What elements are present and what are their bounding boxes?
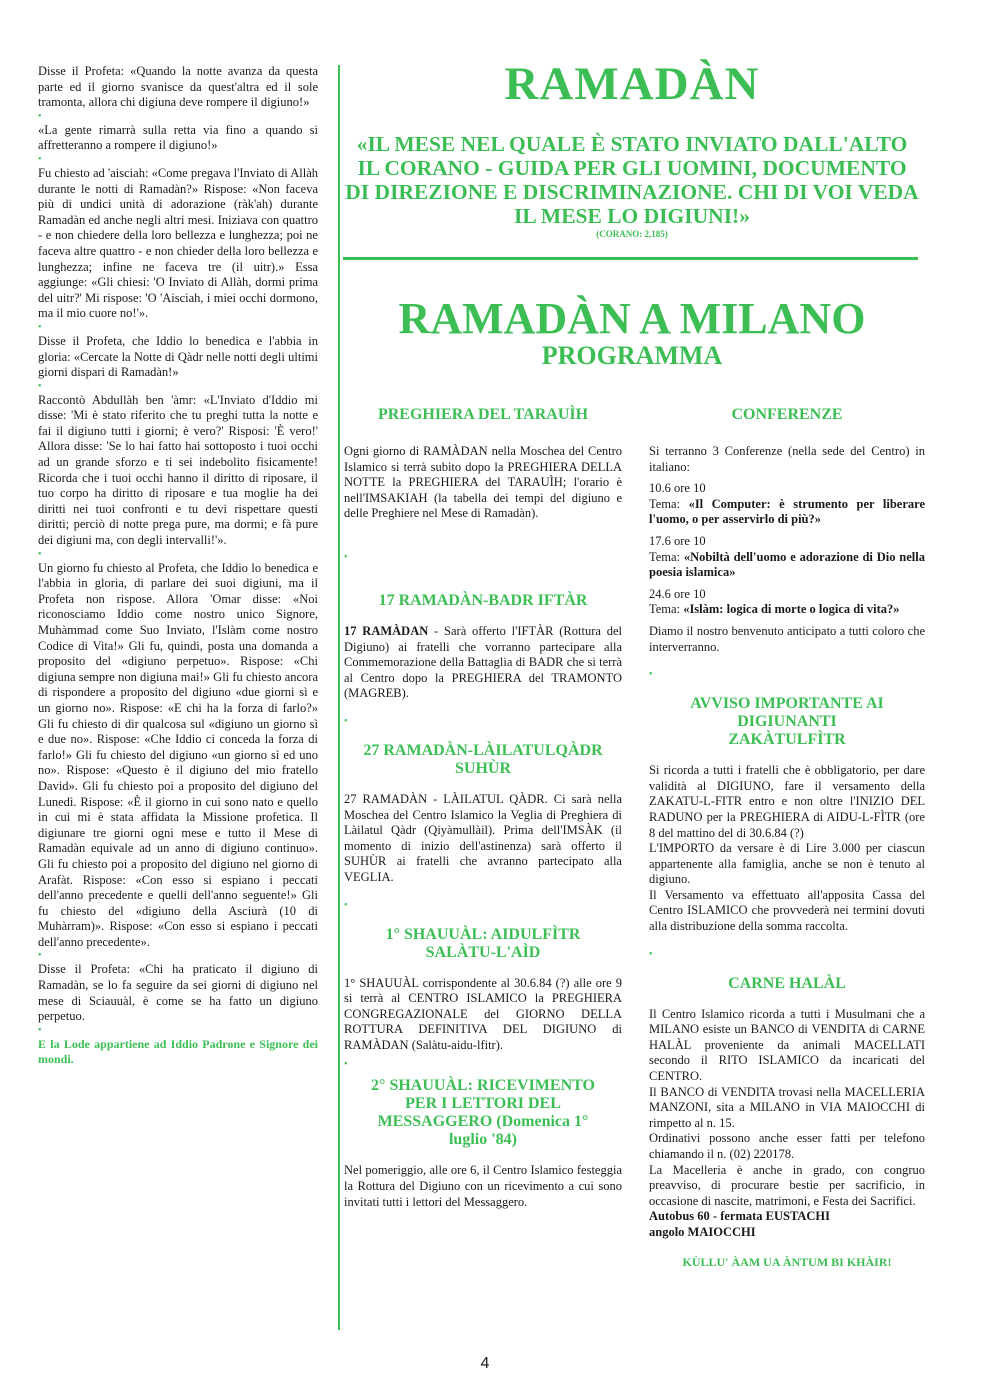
- separator-bullet: •: [344, 1059, 348, 1071]
- separator-bullet: •: [344, 551, 348, 563]
- page-number: 4: [480, 1355, 490, 1372]
- section-heading: 27 RAMADÀN-LÀILATULQÀDR SUHÙR: [363, 741, 603, 777]
- halal-heading: CARNE HALÀL: [728, 974, 846, 992]
- hadith-paragraph: Disse il Profeta: «Quando la notte avanza da questa parte ed il giorno svanisce da quest'altra ed il sole tramonta, allora chi digiuna deve rompere il digiuno!»: [38, 64, 318, 110]
- closing-praise: E la Lode appartiene ad Iddio Padrone e Signore dei mondi.: [38, 1036, 318, 1066]
- topic-title: «Islàm: logica di morte o logica di vita?»: [683, 602, 900, 617]
- notice-paragraph: Il Versamento va effettuato all'apposita Cassa del Centro ISLAMICO che provvederà nei termini dovuti alla distribuzione della somma raccolta.: [649, 887, 925, 934]
- hadith-paragraph: Disse il Profeta, che Iddio lo benedica e l'abbia in gloria: «Cercate la Notte di Qàdr nelle notti degli ultimi giorni dispari di Ramadàn!»: [38, 333, 318, 380]
- koran-quote: «IL MESE NEL QUALE È STATO INVIATO DALL'ALTO IL CORANO - GUIDA PER GLI UOMINI, DOCUMENTO DI DIREZIONE E DISCRIMINAZIONE. CHI DI VOI VEDA IL MESE LO DIGIUNI!»: [345, 132, 919, 228]
- body-bold-lead: 17 RAMÀDAN: [344, 623, 429, 638]
- conferences-heading: CONFERENZE: [731, 406, 843, 423]
- conference-topic: [649, 602, 925, 618]
- hadith-paragraph: Fu chiesto ad 'aisciah: «Come pregava l'Inviato di Allàh durante le notti di Ramadàn?» Rispose: «Non faceva più di undici unità di adorazione (ràk'ah) durante Ramadàn ed anche negli altri mesi. Iniziava con quattro - e non chiedere della loro bellezza e lunghezza; poi ne faceva altre quattro - e non chieder della loro bellezza e lunghezza; infine ne faceva tre (il uitr).» Essa aggiunge: «Gli chiesi: 'O Inviato di Allàh, dormi prima del uitr?' Mi rispose: 'O 'Aisciah, i miei occhi dormono, ma il mio cuore no!'».: [38, 165, 318, 321]
- bus-info: Autobus 60 - fermata EUSTACHI angolo MAIOCCHI: [649, 1209, 831, 1239]
- section-body: Ogni giorno di RAMÀDAN nella Moschea del Centro Islamico si terrà subito dopo la PREGHIERA DELLA NOTTE la PREGHIERA del TARAUÌH; l'orario è nell'IMSAKIAH (la tabella dei tempi del digiuno e delle Preghiere nel Mese di Ramadàn).: [344, 444, 622, 521]
- notice-heading: AVVISO IMPORTANTE AI DIGIUNANTI ZAKÀTULFÌTR: [690, 695, 884, 749]
- conference-topic: [649, 550, 925, 581]
- section-heading: 2° SHAUUÀL: RICEVIMENTO PER I LETTORI DEL MESSAGGERO (Domenica 1° luglio '84): [371, 1077, 595, 1149]
- halal-paragraph: Il Centro Islamico ricorda a tutti i Musulmani che a MILANO esiste un BANCO di VENDITA di CARNE HALÀL proveniente da animali MACELLATI secondo il RITO ISLAMICO da incaricati del CENTRO.: [649, 1006, 925, 1084]
- separator-bullet: •: [344, 715, 348, 727]
- hadith-paragraph: «La gente rimarrà sulla retta via fino a quando si affretteranno a rompere il digiuno!»: [38, 122, 318, 153]
- right-column: [649, 406, 925, 1270]
- left-column: [38, 64, 318, 1067]
- middle-column: [344, 406, 622, 1210]
- section-body: Nel pomeriggio, alle ore 6, il Centro Islamico festeggia la Rottura del Digiuno con un ricevimento a cui sono invitati tutti i lettori del Messaggero.: [344, 1163, 622, 1209]
- section-body: [344, 624, 622, 702]
- section-heading: PREGHIERA DEL TARAUÌH: [377, 406, 589, 423]
- separator-bullet: •: [38, 110, 42, 122]
- section-heading: 17 RAMADÀN-BADR IFTÀR: [378, 591, 588, 609]
- conference-date: 24.6 ore 10: [649, 586, 706, 601]
- conferences-intro: Si terranno 3 Conferenze (nella sede del Centro) in italiano:: [649, 444, 925, 474]
- separator-bullet: •: [344, 899, 348, 911]
- conferences-outro: Diamo il nostro benvenuto anticipato a tutti coloro che interverranno.: [649, 623, 925, 654]
- page-title: RAMADÀN: [504, 58, 760, 110]
- quote-source: (CORANO: 2,185): [596, 229, 668, 239]
- separator-bullet: •: [38, 950, 42, 962]
- topic-label: Tema:: [649, 496, 689, 511]
- closing-greeting: KÙLLU' ÀAM UA ÀNTUM BI KHÀIR!: [682, 1254, 892, 1269]
- topic-label: Tema:: [649, 602, 684, 617]
- topic-title: «Il Computer: è strumento per liberare l'uomo, o per asservirlo di più?»: [649, 496, 925, 527]
- conference-topic: [649, 497, 925, 528]
- hadith-paragraph: Raccontò Abdullàh ben 'àmr: «L'Inviato d'Iddio mi disse: 'Mi è stato riferito che tu preghi tutta la notte e fai il digiuno tutti i giorni; è vero?' Risposi: 'È vero!' Allora disse: 'Se lo hai fatto hai sottoposto i tuoi occhi ad un grande sforzo e ti sei indebolito fisicamente! Ricorda che i tuoi occhi hanno il diritto di riposare, il tuo corpo ha diritto di riposare e tua moglie ha dei diritti nei tuoi confronti e tu devi rispettare questi diritti; perciò di notte prega pure, ma dormi; e fà pure dei digiuni ma, con degli intervalli!'».: [38, 392, 318, 548]
- separator-bullet: •: [38, 153, 42, 165]
- topic-label: Tema:: [649, 549, 684, 564]
- topic-title: «Nobiltà dell'uomo e adorazione di Dio nella poesia islamica»: [649, 549, 926, 580]
- halal-paragraph: La Macelleria è anche in grado, con congruo preavviso, di procurare bestie per sacrificio, in occasione di nascite, matrimoni, e Festa dei Sacrifici.: [649, 1162, 925, 1208]
- separator-bullet: •: [649, 948, 653, 960]
- section-body: 27 RAMADÀN - LÀILATUL QÀDR. Ci sarà nella Moschea del Centro Islamico la Veglia di Preghiera di Làilatul Qàdr (Qiyàmullàil). Prima dell'IMSÀK (il momento di inizio dell'astinenza) sarà offerto il SUHÙR ai fratelli che avranno partecipato alla VEGLIA.: [344, 791, 622, 884]
- section-body: 1° SHAUUÀL corrispondente al 30.6.84 (?) alle ore 9 si terrà al CENTRO ISLAMICO la PREGHIERA CONGREGAZIONALE del GIORNO DELLA ROTTURA DEFINITIVA DEL DIGIUNO di RAMÀDAN (Salàtu-aidu-lfitr).: [344, 975, 622, 1052]
- conference-date: 10.6 ore 10: [649, 481, 706, 496]
- notice-paragraph: Si ricorda a tutti i fratelli che è obbligatorio, per dare validità al DIGIUNO, fare il versamento della ZAKATU-L-FITR entro e non oltre l'INIZIO DEL RADUNO per la PREGHIERA di AIDU-L-FÌTR (ore 8 del mattino del di 30.6.84 (?): [649, 763, 925, 840]
- hadith-paragraph: Un giorno fu chiesto al Profeta, che Iddio lo benedica e l'abbia in gloria, di parlare dei suoi digiuni, ma il Profeta non rispose. Allora 'Omar disse: «Noi riconosciamo Iddio come nostro unico Signore, Muhàmmad come Suo Inviato, l'Islàm come nostro Codice di Vita!» Gli fu, quindi, posta una domanda a proposito del «digiuno perpetuo». Rispose: «Chi digiuna sempre non digiuna mai!» Gli fu chiesto ancora di rispondere a proposito del digiuno «due giorni sì e un giorno no». Rispose: «E chi ha la forza di farlo?» Gli fu chiesto di dir qualcosa sul «digiuno un giorno sì e due no». Rispose: «Che Iddio ci conceda la forza di farlo!» Gli fu chiesto del digiuno «un giorno sì ed uno no». Rispose: «Questo è il digiuno del mio fratello David». Gli fu chiesto poi a proposito del digiuno del Lunedì. Rispose: «È il giorno in cui sono nato e quello in cui mi è stata affidata la Missione profetica. Il digiunare tre giorni ogni mese e tutto il Mese di Ramadàn equivale ad un anno di digiuno continuo». Gli fu chiesto poi a proposito del digiuno nel giorno di Arafàt. Rispose: «Con esso si espiano i peccati dell'anno precedente e quelli dell'anno seguente!» Gli fu chiesto del «digiuno della Asciurà (10 di Muhàrram)». Rispose: «Con esso si espiano i peccati dell'anno precedente».: [38, 560, 318, 949]
- notice-paragraph: L'IMPORTO da versare è di Lire 3.000 per ciascun appartenente alla famiglia, anche se non è tenuto al digiuno.: [649, 841, 925, 887]
- conference-date: 17.6 ore 10: [649, 533, 706, 548]
- header-divider: [343, 257, 918, 260]
- body-text: - Sarà offerto l'IFTÀR (Rottura del Digiuno) ai fratelli che vorranno partecipare alla Commemorazione della Battaglia di BADR che si terrà al Centro dopo la PREGHIERA del TRAMONTO (MAGREB).: [344, 623, 622, 701]
- program-label: PROGRAMMA: [541, 341, 723, 370]
- halal-paragraph: Ordinativi possono anche esser fatti per telefono chiamando il n. (02) 220178.: [649, 1131, 925, 1161]
- separator-bullet: •: [38, 380, 42, 392]
- section-title: RAMADÀN A MILANO: [398, 294, 866, 343]
- section-heading: 1° SHAUUÀL: AIDULFÌTR SALÀTU-L'AÌD: [385, 925, 581, 961]
- column-divider: [338, 65, 340, 1330]
- hadith-paragraph: Disse il Profeta: «Chi ha praticato il digiuno di Ramadàn, se lo fa seguire da sei giorni di digiuno nel mese di Sciauuàl, è come se ha fatto un digiuno perpetuo.: [38, 962, 318, 1024]
- separator-bullet: •: [649, 669, 653, 681]
- halal-paragraph: Il BANCO di VENDITA trovasi nella MACELLERIA MANZONI, sita a MILANO in VIA MAIOCCHI di rimpetto al n. 15.: [649, 1084, 925, 1130]
- separator-bullet: •: [38, 1024, 42, 1036]
- separator-bullet: •: [38, 548, 42, 560]
- separator-bullet: •: [38, 321, 42, 333]
